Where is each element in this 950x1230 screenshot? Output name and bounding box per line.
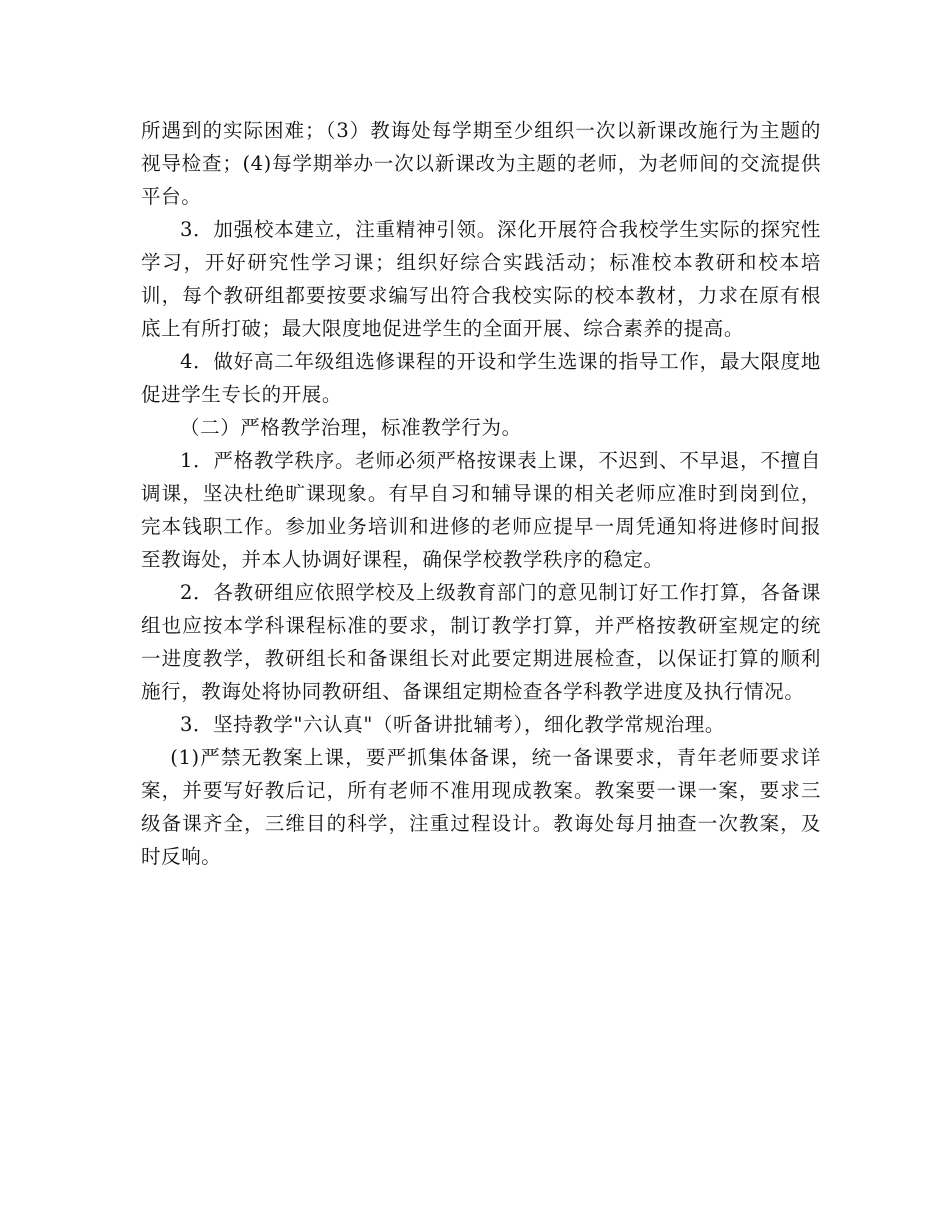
paragraph-item-3-six-earnest: 3．坚持教学"六认真"（听备讲批辅考），细化教学常规治理。 <box>180 713 725 736</box>
paragraph-item-3-school-curriculum: 3．加强校本建立，注重精神引领。深化开展符合我校学生实际的探究性学习，开好研究性学习课；组织好综合实践活动；标准校本教研和校本培训，每个教研组都要按要求编写出符合我校实际的校本教材，力求在原有根底上有所打破；最大限度地促进学生的全面开展、综合素养的提高。 <box>141 218 821 340</box>
paragraph-continued: 所遇到的实际困难；（3）教诲处每学期至少组织一次以新课改施行为主题的视导检查；(4)每学期举办一次以新课改为主题的老师，为老师间的交流提供平台。 <box>141 119 821 208</box>
paragraph-item-2-work-plans: 2．各教研组应依照学校及上级教育部门的意见制订好工作打算，各备课组也应按本学科课程标准的要求，制订教学打算，并严格按教研室规定的统一进度教学，教研组长和备课组长对此要定期进展检查，以保证打算的顺利施行，教诲处将协同教研组、备课组定期检查各学科教学进度及执行情况。 <box>141 581 821 703</box>
paragraph-subitem-1-lesson-plans: (1)严禁无教案上课，要严抓集体备课，统一备课要求，青年老师要求详案，并要写好教后记，所有老师不准用现成教案。教案要一课一案，要求三级备课齐全，三维目的科学，注重过程设计。教诲处每月抽查一次教案，及时反响。 <box>141 746 821 868</box>
paragraph-item-1-teaching-order: 1．严格教学秩序。老师必须严格按课表上课，不迟到、不早退，不擅自调课，坚决杜绝旷课现象。有早自习和辅导课的相关老师应准时到岗到位，完本钱职工作。参加业务培训和进修的老师应提早一周凭通知将进修时间报至教诲处，并本人协调好课程，确保学校教学秩序的稳定。 <box>141 449 821 571</box>
section-heading-teaching-management: （二）严格教学治理，标准教学行为。 <box>180 416 522 439</box>
document-body <box>141 114 821 873</box>
paragraph-item-4-electives: 4．做好高二年级组选修课程的开设和学生选课的指导工作，最大限度地促进学生专长的开展。 <box>141 350 821 406</box>
